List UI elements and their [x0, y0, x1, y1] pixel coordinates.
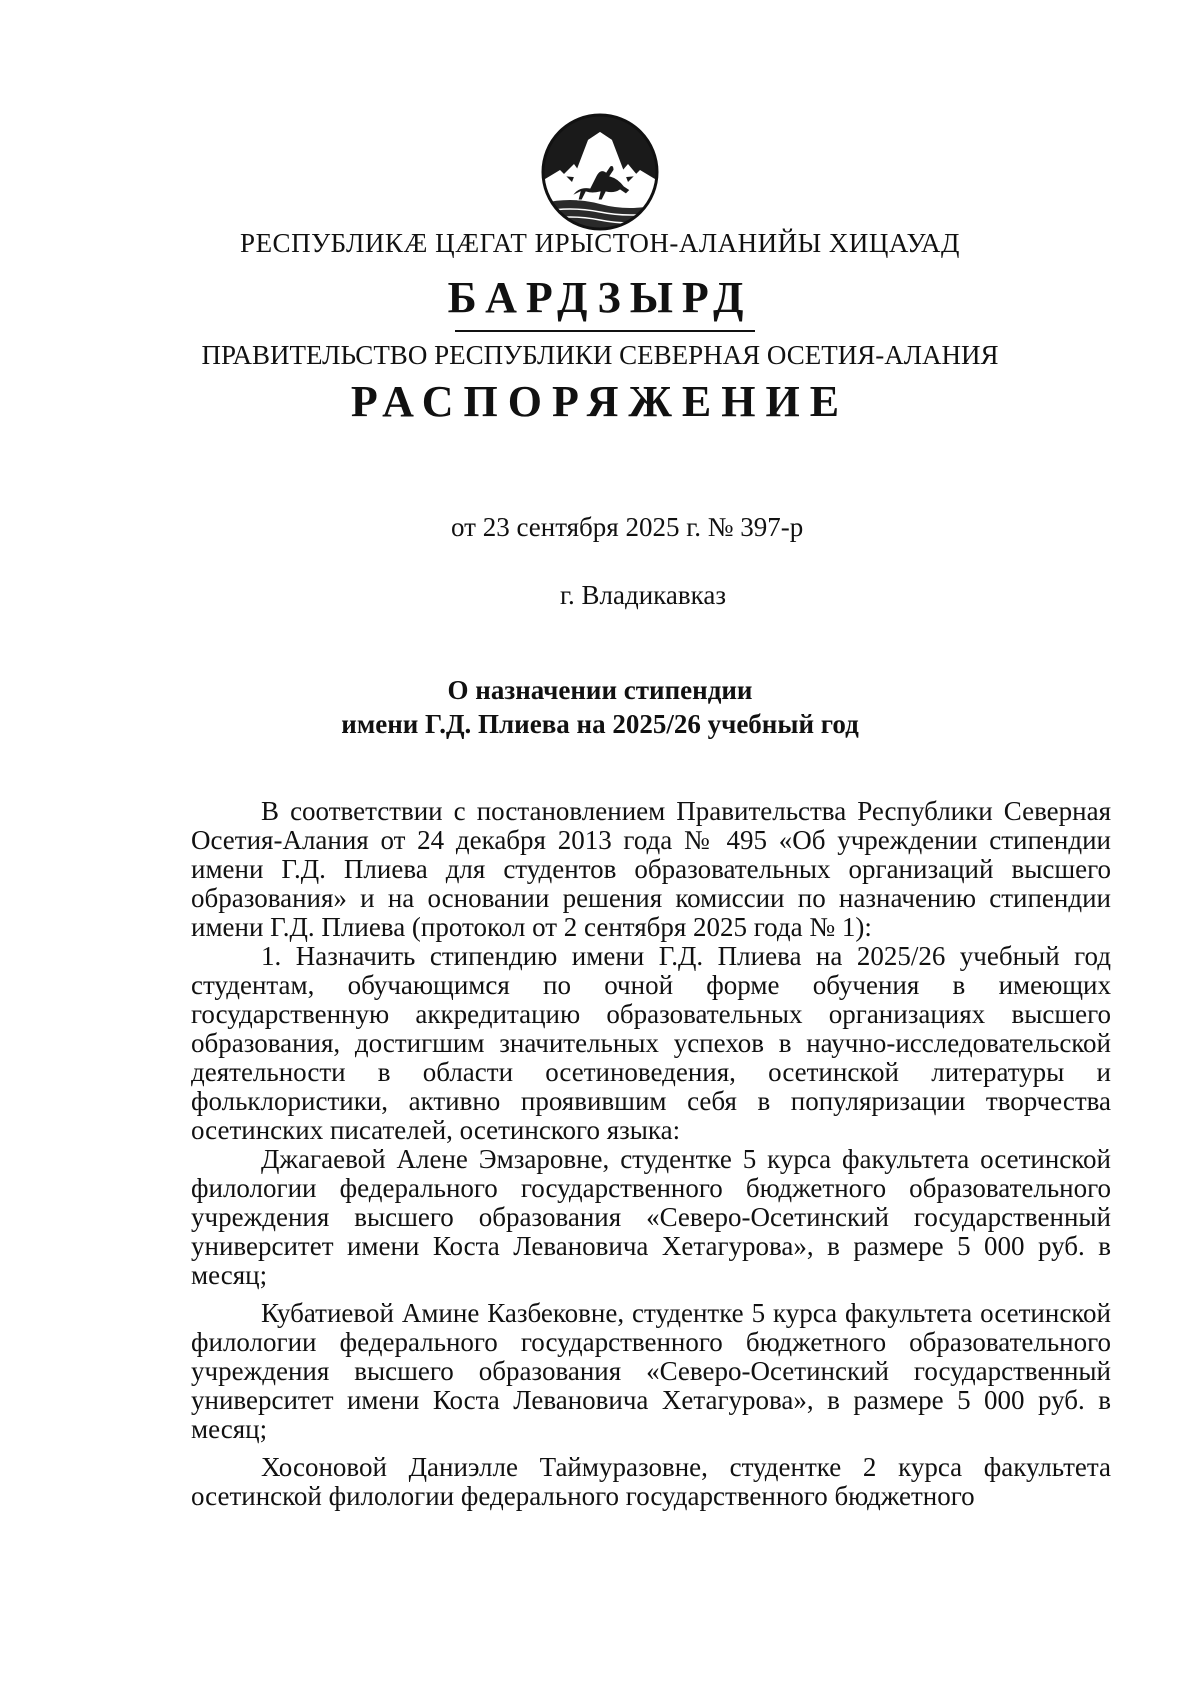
document-body — [191, 797, 1111, 1511]
document-subject — [0, 673, 1200, 741]
paragraph-preamble: В соответствии с постановлением Правительства Республики Северная Осетия-Алания от 24 декабря 2013 года № 495 «Об учреждении стипендии имени Г.Д. Плиева для студентов образовательных организаций высшего образования» и на основании решения комиссии по назначению стипендии имени Г.Д. Плиева (протокол от 2 сентября 2025 года № 1): — [191, 796, 1111, 942]
document-city: г. Владикавказ — [560, 580, 726, 610]
paragraph-item-1: 1. Назначить стипендию имени Г.Д. Плиева на 2025/26 учебный год студентам, обучающимся по очной форме обучения в имеющих государственную аккредитацию образовательных организациях высшего образования, достигшим значительных успехов в научно-исследовательской деятельности в области осетиноведения, осетинской литературы и фольклористики, активно проявившим себя в популяризации творчества осетинских писателей, осетинского языка: — [191, 941, 1111, 1145]
document-date-number — [451, 512, 803, 543]
subject-line-2: имени Г.Д. Плиева на 2025/26 учебный год — [341, 709, 859, 739]
date-prefix: от — [451, 512, 476, 542]
paragraph-recipient-2: Кубатиевой Амине Казбековне, студентке 5 курса факультета осетинской филологии федерального государственного бюджетного образовательного учреждения высшего образования «Северо-Осетинский государственный университет имени Коста Левановича Хетагурова», в размере 5 000 руб. в месяц; — [191, 1298, 1111, 1444]
year-suffix: г. — [686, 512, 701, 542]
title-divider — [455, 330, 755, 332]
paragraph-recipient-1: Джагаевой Алене Эмзаровне, студентке 5 курса факультета осетинской филологии федерального государственного бюджетного образовательного учреждения высшего образования «Северо-Осетинский государственный университет имени Коста Левановича Хетагурова», в размере 5 000 руб. в месяц; — [191, 1144, 1111, 1290]
coat-of-arms-icon — [540, 112, 660, 232]
paragraph-recipient-3: Хосоновой Даниэлле Таймуразовне, студентке 2 курса факультета осетинской филологии федерального государственного бюджетного — [191, 1452, 1111, 1511]
russian-organization-name: ПРАВИТЕЛЬСТВО РЕСПУБЛИКИ СЕВЕРНАЯ ОСЕТИЯ-АЛАНИЯ — [201, 340, 999, 370]
ossetian-document-title: БАРДЗЫРД — [447, 273, 753, 322]
russian-document-title: РАСПОРЯЖЕНИЕ — [350, 377, 850, 426]
ossetian-organization-name: РЕСПУБЛИКÆ ЦÆГАТ ИРЫСТОН-АЛАНИЙЫ ХИЦАУАД — [240, 228, 960, 258]
document-number: № 397-р — [707, 512, 804, 542]
subject-line-1: О назначении стипендии — [447, 675, 753, 705]
document-date: 23 сентября 2025 — [482, 512, 680, 542]
